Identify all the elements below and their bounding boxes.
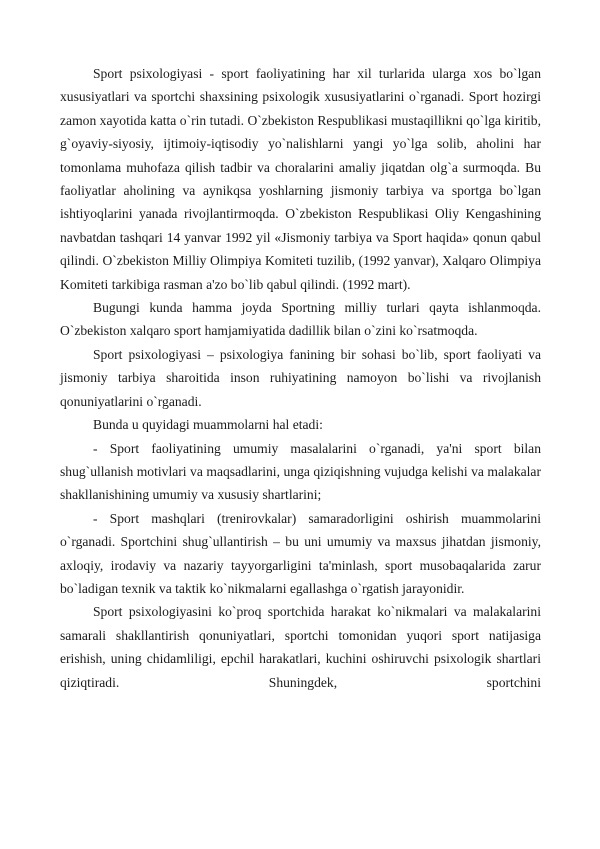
paragraph-skills: Sport psixologiyasini ko`proq sportchida harakat ko`nikmalari va malakalarini samarali shakllantirish qonuniyatlari, sportchi tomonidan yuqori sport natijasiga erishish, uning chidamliligi, epchil harakatlari, kuchini oshiruvchi psixologik shartlari qiziqtiradi. Shuningdek, sportchini [60, 604, 541, 690]
document-page [60, 62, 541, 694]
paragraph-task-training: - Sport mashqlari (trenirovkalar) samaradorligini oshirish muammolarini o`rganadi. Sportchini shug`ullantirish – bu uni umumiy va maxsus jihatdan jismoniy, axloqiy, irodaviy va nazariy tayyorgarligini ta'minlash, sport musobaqalarida zarur bo`ladigan texnik va taktik ko`nikmalarni egallashga o`rgatish jarayonidir. [60, 510, 541, 596]
paragraph-tasks-intro: Bunda u quyidagi muammolarni hal etadi: [93, 417, 323, 433]
paragraph-national-sports: Bugungi kunda hamma joyda Sportning milliy turlari qayta ishlanmoqda. O`zbekiston xalqaro sport hamjamiyatida dadillik bilan o`zini ko`rsatmoqda. [60, 300, 541, 339]
paragraph-task-general: - Sport faoliyatining umumiy masalalarini o`rganadi, ya'ni sport bilan shug`ullanish motivlari va maqsadlarini, unga qiziqishning vujudga kelishi va malakalar shakllanishining umumiy va xususiy shartlarini; [60, 440, 541, 503]
paragraph-definition: Sport psixologiyasi – psixologiya fanining bir sohasi bo`lib, sport faoliyati va jismoniy tarbiya sharoitida inson ruhiyatining namoyon bo`lishi va rivojlanish qonuniyatlarini o`rganadi. [60, 346, 541, 409]
paragraph-intro: Sport psixologiyasi - sport faoliyatining har xil turlarida ularga xos bo`lgan xususiyatlari va sportchi shaxsining psixologik xususiyatlarini o`rganadi. Sport hozirgi zamon xayotida katta o`rin tutadi. O`zbekiston Respublikasi mustaqillikni qo`lga kiritib, g`oyaviy-siyosiy, ijtimoiy-iqtisodiy yo`nalishlarni yangi yo`lga solib, aholini har tomonlama muhofaza qilish tadbir va choralarini amaliy jiqatdan olg`a surmoqda. Bu faoliyatlar aholining va aynikqsa yoshlarning jismoniy tarbiya va sportga bo`lgan ishtiyoqlarini yanada rivojlantirmoqda. O`zbekiston Respublikasi Oliy Kengashining navbatdan tashqari 14 yanvar 1992 yil «Jismoniy tarbiya va Sport haqida» qonun qabul qilindi. O`zbekiston Milliy Olimpiya Komiteti tuzilib, (1992 yanvar), Xalqaro Olimpiya Komiteti tarkibiga rasman a'zo bo`lib qabul qilindi. (1992 mart). [60, 66, 541, 292]
